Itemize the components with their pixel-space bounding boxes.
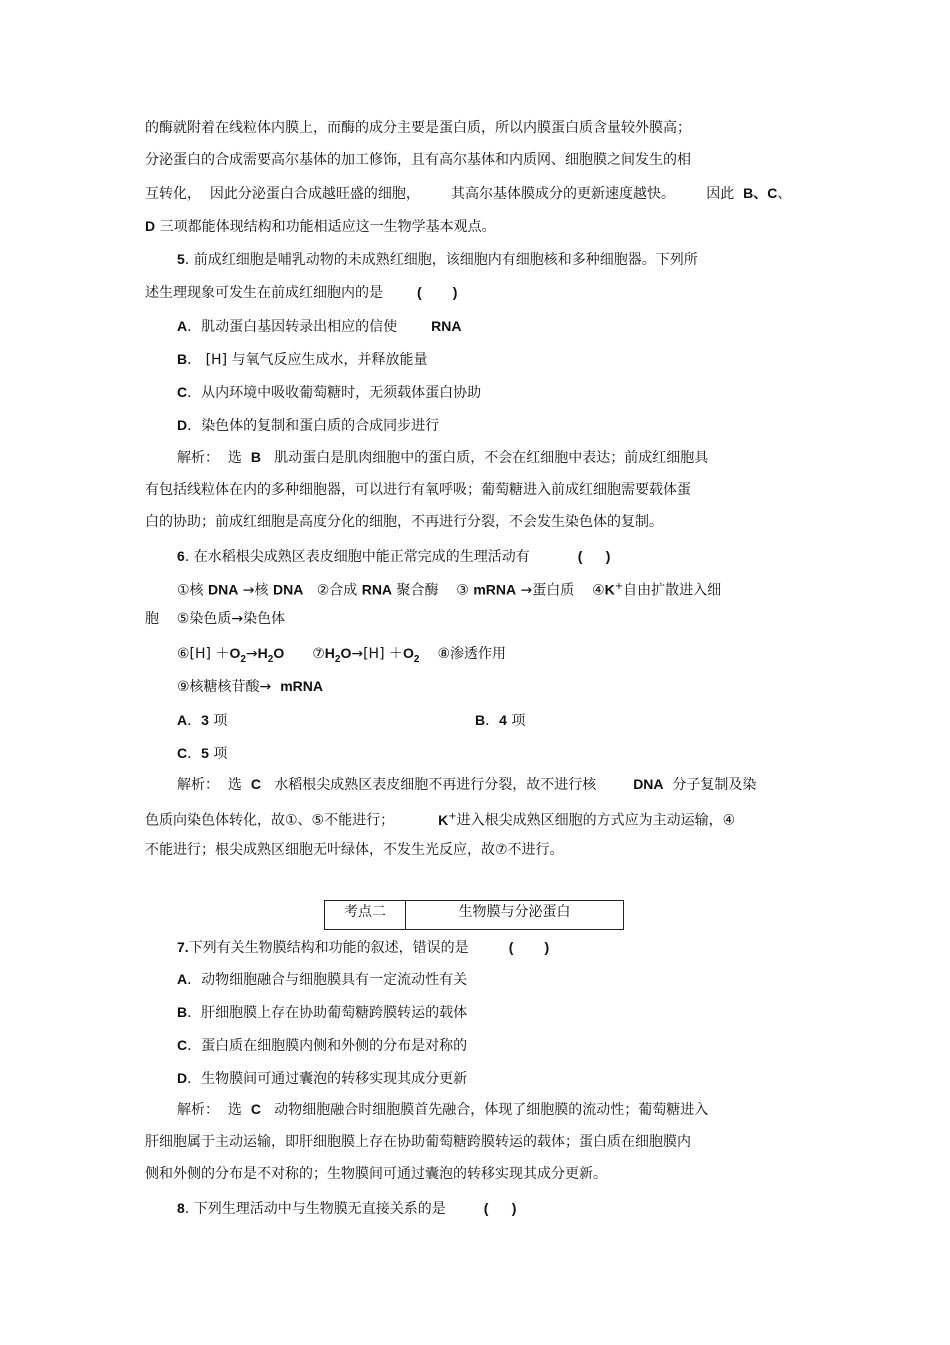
q7-option-b: B．肝细胞膜上存在协助葡萄糖跨膜转运的载体	[177, 1004, 468, 1021]
q7-option-a: A．动物细胞融合与细胞膜具有一定流动性有关	[177, 971, 468, 988]
q5-analysis: 解析： 选 B 肌动蛋白是肌肉细胞中的蛋白质，不会在红细胞中表达；前成红细胞具	[177, 449, 709, 466]
q7-analysis: 解析： 选 C 动物细胞融合时细胞膜首先融合，体现了细胞膜的流动性；葡萄糖进入	[177, 1101, 709, 1118]
question-7-stem: 7.下列有关生物膜结构和功能的叙述，错误的是 ( )	[177, 939, 550, 956]
text-line: D 三项都能体现结构和功能相适应这一生物学基本观点。	[145, 218, 496, 235]
q7-option-d: D．生物膜间可通过囊泡的转移实现其成分更新	[177, 1070, 468, 1087]
q6-analysis: 解析： 选 C 水稻根尖成熟区表皮细胞不再进行分裂，故不进行核 DNA 分子复制及染	[177, 776, 757, 793]
q6-items-3: ⑨核糖核苷酸→ mRNA	[177, 678, 323, 695]
q6-analysis-cont: 不能进行；根尖成熟区细胞无叶绿体，不发生光反应，故⑦不进行。	[145, 842, 564, 858]
q7-analysis-cont: 肝细胞属于主动运输，即肝细胞膜上存在协助葡萄糖跨膜转运的载体；蛋白质在细胞膜内	[145, 1134, 691, 1150]
q5-option-b: B． [H] 与氧气反应生成水，并释放能量	[177, 351, 428, 368]
q6-items-2: ⑥[H] $+O_2\to H_2O$ $⑦H_2O\to[H] +O_2$ ⑧渗透作用	[177, 645, 507, 665]
q5-analysis-cont: 有包括线粒体在内的多种细胞器，可以进行有氧呼吸；葡萄糖进入前成红细胞需要载体蛋	[145, 482, 691, 498]
q5-option-a: A．肌动蛋白基因转录出相应的信使 RNA	[177, 318, 462, 335]
text-line: 的酶就附着在线粒体内膜上，而酶的成分主要是蛋白质，所以内膜蛋白质含量较外膜高；	[145, 120, 691, 136]
topic-label: 考点二	[325, 901, 406, 929]
text-line: 分泌蛋白的合成需要高尔基体的加工修饰，且有高尔基体和内质网、细胞膜之间发生的相	[145, 152, 691, 168]
topic-title: 生物膜与分泌蛋白	[458, 904, 571, 920]
q6-analysis-cont: 色质向染色体转化，故①、⑤不能进行； K+进入根尖成熟区细胞的方式应为主动运输，④	[145, 811, 736, 829]
q6-option-c: C．5 项	[177, 745, 228, 762]
q6-items-1-cont: 胞 ⑤染色质→染色体	[145, 611, 286, 627]
q6-items-1: ①核 DNA →核 DNA ②合成 RNA 聚合酶 ③ mRNA →蛋白质 ④K+自由扩散进入细	[177, 581, 722, 599]
question-8-stem: 8. 下列生理活动中与生物膜无直接关系的是 ( )	[177, 1200, 517, 1217]
question-5-stem-cont: 述生理现象可发生在前成红细胞内的是 ( )	[145, 284, 458, 301]
q5-option-c: C．从内环境中吸收葡萄糖时，无须载体蛋白协助	[177, 384, 482, 401]
q5-analysis-cont: 白的协助；前成红细胞是高度分化的细胞，不再进行分裂，不会发生染色体的复制。	[145, 514, 663, 530]
text-line: 互转化， 因此分泌蛋白合成越旺盛的细胞， 其高尔基体膜成分的更新速度越快。 因此 B、C、	[145, 185, 792, 202]
q6-option-a: A．3 项	[177, 712, 228, 729]
question-5-stem: 5. 前成红细胞是哺乳动物的未成熟红细胞，该细胞内有细胞核和多种细胞器。下列所	[177, 251, 698, 268]
q6-option-b: B．4 项	[475, 712, 526, 729]
q7-analysis-cont: 侧和外侧的分布是不对称的；生物膜间可通过囊泡的转移实现其成分更新。	[145, 1166, 607, 1182]
topic-header-box	[324, 900, 624, 930]
q7-option-c: C．蛋白质在细胞膜内侧和外侧的分布是对称的	[177, 1037, 468, 1054]
q5-option-d: D．染色体的复制和蛋白质的合成同步进行	[177, 417, 440, 434]
question-6-stem: 6. 在水稻根尖成熟区表皮细胞中能正常完成的生理活动有 ( )	[177, 548, 611, 565]
